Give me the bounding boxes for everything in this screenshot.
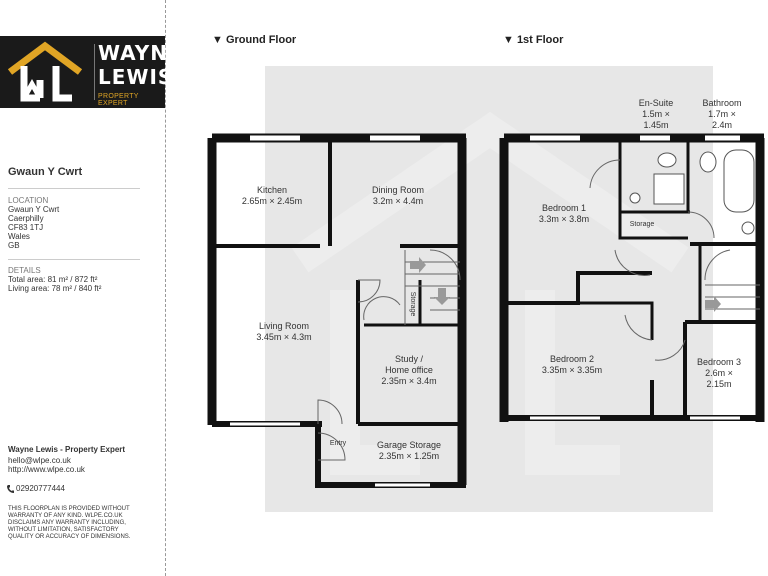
agent-website-link[interactable]: http://www.wlpe.co.uk [8,465,85,474]
brand-tagline: PROPERTY EXPERT [98,93,139,107]
brand-name-line1: WAYNE [98,41,183,65]
location-heading: LOCATION [8,196,49,205]
disclaimer-line: DISCLAIMS ANY WARRANTY INCLUDING, [8,520,126,526]
property-name: Gwaun Y Cwrt [8,166,83,178]
total-area: Total area: 81 m² / 872 ft² [8,275,98,284]
living-area: Living area: 78 m² / 840 ft² [8,284,102,293]
disclaimer-line: THIS FLOORPLAN IS PROVIDED WITHOUT [8,506,130,512]
brand-name-line2: LEWIS [98,65,174,89]
bathroom-label: Bathroom 1.7m × 2.4m [702,98,742,130]
garage-storage-label: Garage Storage 2.35m × 1.25m [376,440,442,461]
address-line: Caerphilly [8,214,44,223]
disclaimer-line: WITHOUT LIMITATION, SATISFACTORY [8,527,119,533]
storage-label: Storage [409,291,416,317]
disclaimer-line: QUALITY OR ACCURACY OF DIMENSIONS. [8,534,131,540]
disclaimer-line: WARRANTY OF ANY KIND. WLPE.CO.UK [8,513,123,519]
address-line: Wales [8,232,30,241]
agent-email-link[interactable]: hello@wlpe.co.uk [8,456,71,465]
living-room-label: Living Room 3.45m × 4.3m [256,321,312,342]
kitchen-label: Kitchen 2.65m × 2.45m [241,185,303,206]
dining-room-label: Dining Room 3.2m × 4.4m [371,185,425,206]
address-line: CF83 1TJ [8,223,44,232]
bedroom-2-label: Bedroom 2 3.35m × 3.35m [541,354,603,375]
first-floor-title: ▼ 1st Floor [503,34,564,46]
entry-label: Entry [329,440,347,447]
bedroom-3-label: Bedroom 3 2.6m × 2.15m [696,357,742,389]
details-heading: DETAILS [8,266,41,275]
storage-label: Storage [629,221,655,228]
study-label: Study / Home office 2.35m × 3.4m [381,354,437,386]
agent-phone-link[interactable]: 02920777444 [16,484,65,493]
bedroom-1-label: Bedroom 1 3.3m × 3.8m [538,203,590,224]
agent-name: Wayne Lewis - Property Expert [8,445,126,454]
address-line: GB [8,241,20,250]
ground-floor-title: ▼ Ground Floor [212,34,297,46]
address-line: Gwaun Y Cwrt [8,205,60,214]
en-suite-label: En-Suite 1.5m × 1.45m [638,98,674,130]
